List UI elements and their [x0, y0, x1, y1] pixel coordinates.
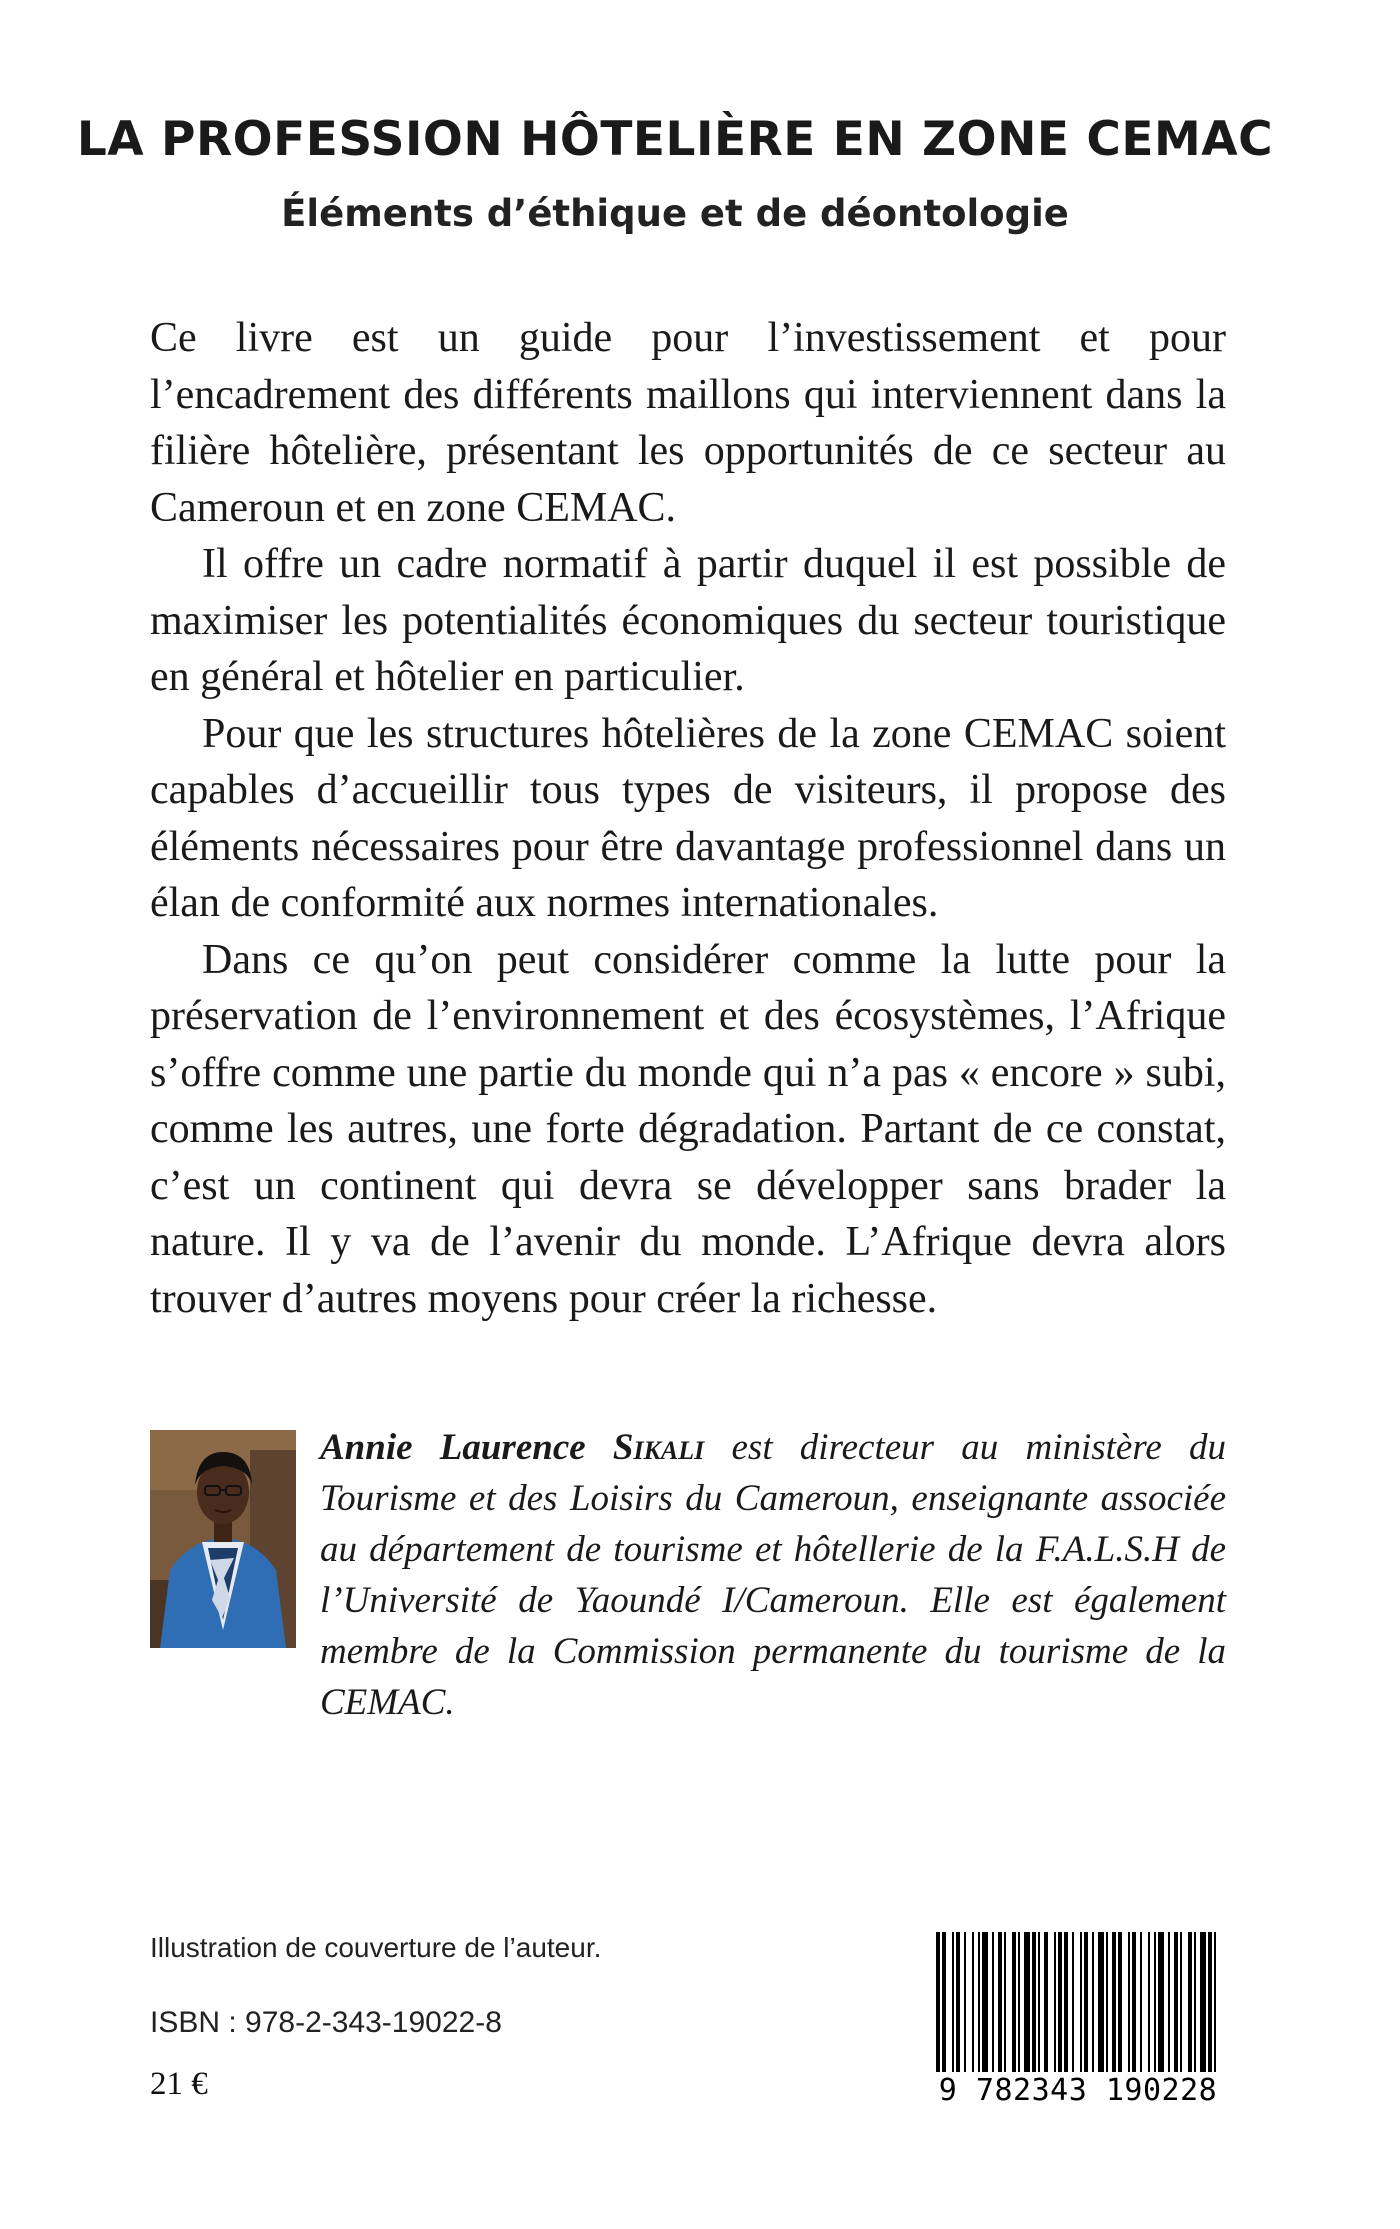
barcode-bar	[936, 1932, 940, 2078]
barcode-bar	[952, 1932, 954, 2078]
barcode-bar	[1188, 1932, 1192, 2078]
isbn: ISBN : 978-2-343-19022-8	[150, 2006, 502, 2039]
blurb-paragraph: Dans ce qu’on peut considérer comme la lutte pour la préservation de l’environnement et des écosystèmes, l’Afrique s’offre comme une partie du monde qui n’a pas « encore » subi, comme les autres, une forte dégradation. Partant de ce constat, c’est un continent qui devra se développer sans brader la nature. Il y va de l’avenir du monde. L’Afrique devra alors trouver d’autres moyens pour créer la richesse.	[150, 936, 1226, 1322]
barcode-bar	[1012, 1932, 1016, 2078]
barcode-bar	[1058, 1932, 1062, 2078]
barcode-bar	[1018, 1932, 1020, 2078]
author-surname: Sikali	[612, 1427, 705, 1468]
author-bio	[320, 1422, 1226, 1728]
book-title: LA PROFESSION HÔTELIÈRE EN ZONE CEMAC	[76, 112, 1274, 167]
barcode-bar	[1098, 1932, 1104, 2078]
barcode-bar	[1180, 1932, 1182, 2078]
barcode-bar	[1148, 1932, 1150, 2078]
blurb	[150, 310, 1226, 1327]
barcode-bar	[1118, 1932, 1122, 2078]
blurb-paragraph: Pour que les structures hôtelières de la zone CEMAC soient capables d’accueillir tous types de visiteurs, il propose des éléments nécessaires pour être davantage professionnel dans un élan de conformité aux normes internationales.	[150, 710, 1226, 926]
barcode-bar	[972, 1932, 974, 2078]
barcode-bar	[1112, 1932, 1116, 2078]
barcode-bar	[1024, 1932, 1030, 2078]
author-photo	[150, 1430, 296, 1648]
barcode-bar	[964, 1932, 966, 2078]
barcode-bar	[1038, 1932, 1040, 2078]
barcode-bar	[1072, 1932, 1074, 2078]
barcode-bar	[1128, 1932, 1130, 2078]
barcode-bar	[1106, 1932, 1108, 2078]
barcode-bar	[1194, 1932, 1196, 2078]
barcode-bar	[1044, 1932, 1048, 2078]
barcode-bar	[1154, 1932, 1156, 2078]
price: 21 €	[150, 2066, 208, 2102]
barcode	[932, 1932, 1224, 2114]
barcode-bar	[982, 1932, 988, 2078]
barcode-bar	[1158, 1932, 1164, 2078]
author-first-name: Annie Laurence	[320, 1427, 586, 1468]
barcode-bar	[998, 1932, 1002, 2078]
barcode-bar	[978, 1932, 980, 2078]
barcode-bar	[956, 1932, 960, 2078]
blurb-paragraph: Il offre un cadre normatif à partir duquel il est possible de maximiser les potentialités économiques du secteur touristique en général et hôtelier en particulier.	[150, 541, 1226, 700]
barcode-bar	[1168, 1932, 1170, 2078]
barcode-bar	[1054, 1932, 1056, 2078]
barcode-bar	[1064, 1932, 1068, 2078]
barcode-bar	[1004, 1932, 1006, 2078]
blurb-paragraph: Ce livre est un guide pour l’investissement et pour l’encadrement des différents maillons qui interviennent dans la filière hôtelière, présentant les opportunités de ce secteur au Cameroun et en zone CEMAC.	[150, 315, 1226, 531]
barcode-digits: 9 782343 190228	[932, 2072, 1224, 2110]
barcode-bar	[1140, 1932, 1142, 2078]
barcode-bar	[1032, 1932, 1036, 2078]
barcode-bar	[1084, 1932, 1088, 2078]
cover-credit: Illustration de couverture de l’auteur.	[150, 1932, 602, 1963]
book-subtitle: Éléments d’éthique et de déontologie	[281, 192, 1069, 235]
barcode-bar	[992, 1932, 994, 2078]
barcode-bar	[1214, 1932, 1216, 2078]
author-bio-text: est directeur au ministère du Tourisme et des Loisirs du Cameroun, enseignante associée au département de tourisme et hôtellerie de la F.A.L.S.H de l’Université de Yaoundé I/Cameroun. Elle est également membre de la Commission permanente du tourisme de la CEMAC.	[320, 1427, 1227, 1723]
barcode-bar	[1080, 1932, 1082, 2078]
barcode-bar	[1132, 1932, 1136, 2078]
barcode-bar	[1092, 1932, 1094, 2078]
barcode-bar	[1208, 1932, 1212, 2078]
barcode-bar	[1174, 1932, 1178, 2078]
barcode-bar	[942, 1932, 946, 2078]
barcode-bar	[1200, 1932, 1206, 2078]
